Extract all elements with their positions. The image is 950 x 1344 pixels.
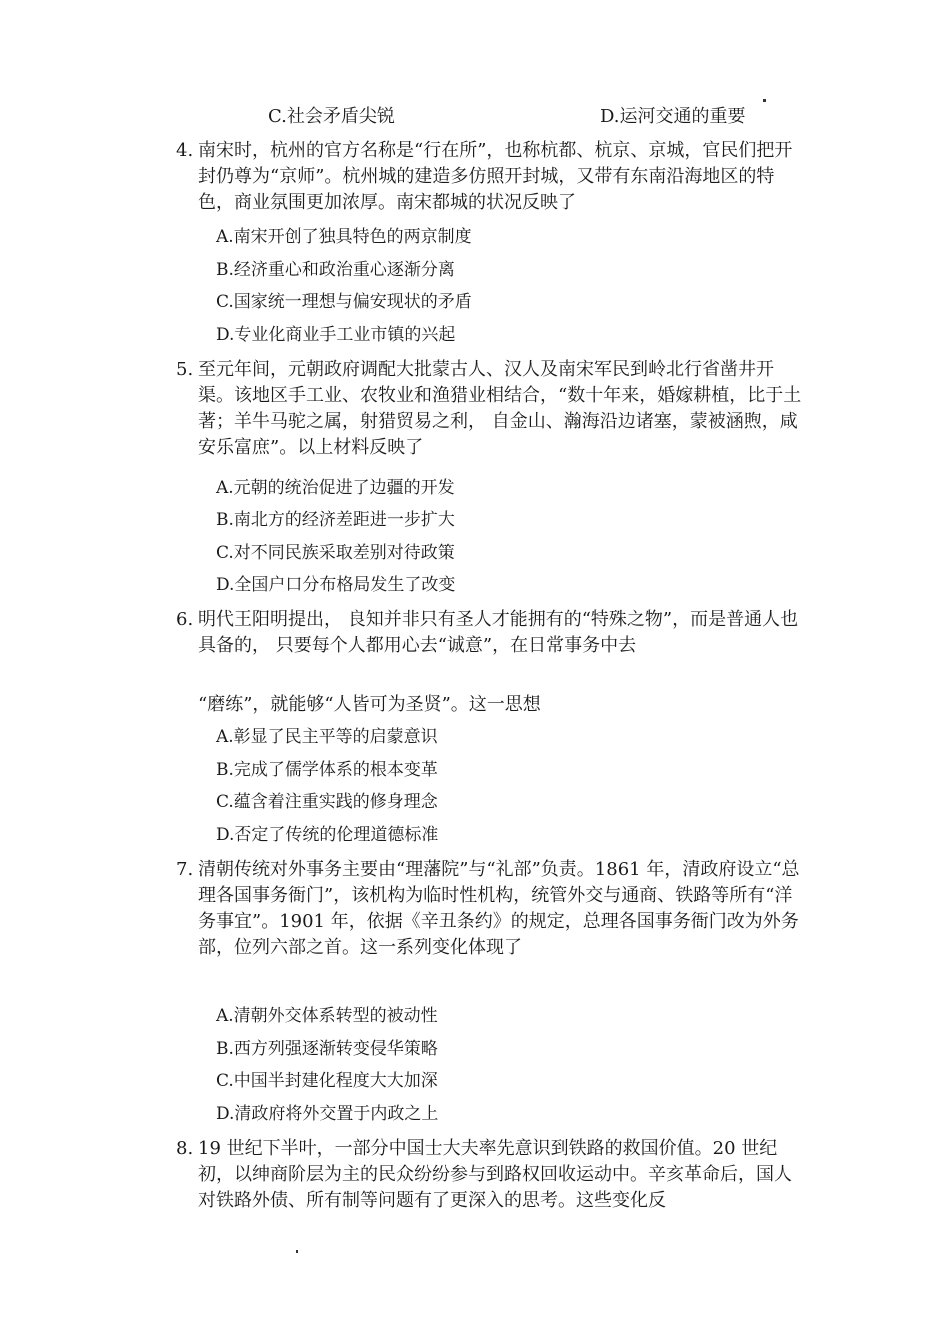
question-4-number: 4. [176,140,194,161]
question-5-number: 5. [176,359,194,380]
question-7-option-b: B.西方列强逐渐转变侵华策略 [216,1039,438,1059]
footer-speck [296,1250,298,1253]
question-7-option-a: A.清朝外交体系转型的被动性 [216,1006,438,1026]
question-7-option-d: D.清政府将外交置于内政之上 [216,1104,439,1124]
question-4-stem [176,138,808,216]
question-6-stem [176,607,808,659]
question-5-stem [176,357,808,461]
question-4-text: 南宋时，杭州的官方名称是“行在所”，也称杭都、杭京、京城，官民们把开封仍尊为“京师”。杭州城的建造多仿照开封城，又带有东南沿海地区的特色，商业氛围更加浓厚。南宋都城的状况反映了 [198,140,793,213]
question-6-number: 6. [176,609,194,630]
question-4-option-d: D.专业化商业手工业市镇的兴起 [216,325,456,345]
question-6-option-b: B.完成了儒学体系的根本变革 [216,760,438,780]
question-7-number: 7. [176,859,194,880]
question-6-option-a: A.彰显了民主平等的启蒙意识 [216,727,438,747]
question-6-option-c: C.蕴含着注重实践的修身理念 [216,792,438,812]
question-5-option-d: D.全国户口分布格局发生了改变 [216,575,456,595]
question-8-text: 19 世纪下半叶，一部分中国士大夫率先意识到铁路的救国价值。20 世纪初，以绅商阶层为主的民众纷纷参与到路权回收运动中。辛亥革命后，国人对铁路外债、所有制等问题有了更深入的思考。这些变化反 [198,1138,792,1211]
question-6-continuation: “磨练”，就能够“人皆可为圣贤”。这一思想 [198,694,541,715]
question-7-text: 清朝传统对外事务主要由“理藩院”与“礼部”负责。1861 年，清政府设立“总理各国事务衙门”，该机构为临时性机构，统管外交与通商、铁路等所有“洋务事宜”。1901 年，依据《辛丑条约》的规定，总理各国事务衙门改为外务部，位列六部之首。这一系列变化体现了 [198,859,800,958]
question-5-option-a: A.元朝的统治促进了边疆的开发 [216,478,455,498]
question-4-option-b: B.经济重心和政治重心逐渐分离 [216,260,455,280]
question-6-option-d: D.否定了传统的伦理道德标准 [216,825,439,845]
question-4-option-a: A.南宋开创了独具特色的两京制度 [216,227,472,247]
prev-option-d: D.运河交通的重要 [600,106,746,127]
question-8-stem [176,1136,808,1214]
question-5-option-c: C.对不同民族采取差别对待政策 [216,543,455,563]
question-5-option-b: B.南北方的经济差距进一步扩大 [216,510,455,530]
prev-option-c: C.社会矛盾尖锐 [268,106,395,127]
question-5-text: 至元年间，元朝政府调配大批蒙古人、汉人及南宋军民到岭北行省凿井开渠。该地区手工业、农牧业和渔猎业相结合，“数十年来，婚嫁耕植，比于土著；羊牛马驼之属，射猎贸易之利， 自金山、瀚海沿边诸塞，蒙被涵煦，咸安乐富庶”。以上材料反映了 [198,359,802,458]
question-4-option-c: C.国家统一理想与偏安现状的矛盾 [216,292,472,312]
question-7-option-c: C.中国半封建化程度大大加深 [216,1071,438,1091]
question-6-text: 明代王阳明提出， 良知并非只有圣人才能拥有的“特殊之物”，而是普通人也具备的， 只要每个人都用心去“诚意”，在日常事务中去 [198,609,799,656]
question-8-number: 8. [176,1138,194,1159]
question-7-stem [176,857,808,961]
speck-mark [763,99,766,102]
